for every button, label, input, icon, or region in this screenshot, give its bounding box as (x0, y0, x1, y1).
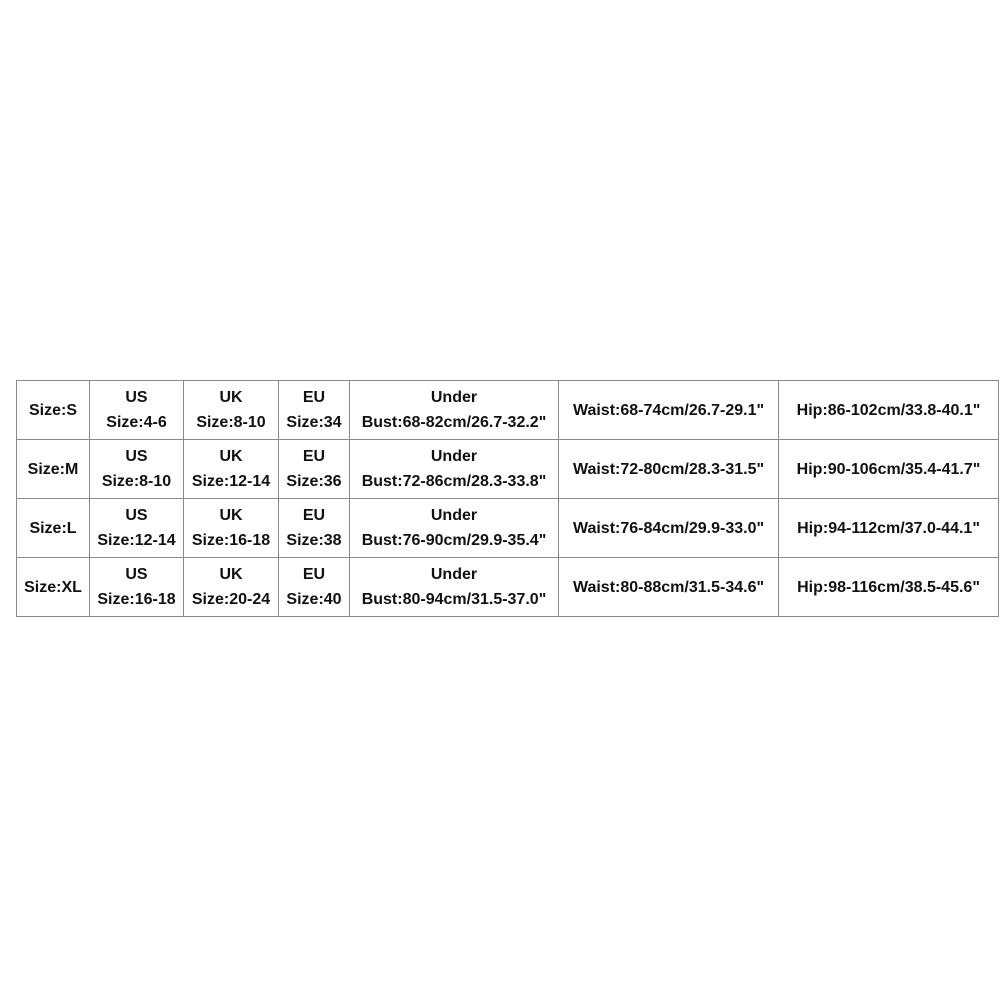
hip-cell: Hip:86-102cm/33.8-40.1" (779, 381, 999, 440)
size-cell: Size:S (17, 381, 90, 440)
under-bust-cell: Under Bust:68-82cm/26.7-32.2" (350, 381, 559, 440)
hip-cell: Hip:98-116cm/38.5-45.6" (779, 558, 999, 617)
eu-size-cell: EU Size:34 (279, 381, 350, 440)
size-cell: Size:XL (17, 558, 90, 617)
size-cell: Size:L (17, 499, 90, 558)
size-cell: Size:M (17, 440, 90, 499)
hip-cell: Hip:94-112cm/37.0-44.1" (779, 499, 999, 558)
us-size-cell: US Size:12-14 (90, 499, 184, 558)
under-bust-cell: Under Bust:72-86cm/28.3-33.8" (350, 440, 559, 499)
us-size-cell: US Size:4-6 (90, 381, 184, 440)
table-row (17, 381, 999, 440)
eu-size-cell: EU Size:36 (279, 440, 350, 499)
size-chart-table (16, 380, 999, 617)
uk-size-cell: UK Size:16-18 (184, 499, 279, 558)
hip-cell: Hip:90-106cm/35.4-41.7" (779, 440, 999, 499)
table-row (17, 440, 999, 499)
waist-cell: Waist:72-80cm/28.3-31.5" (559, 440, 779, 499)
us-size-cell: US Size:16-18 (90, 558, 184, 617)
uk-size-cell: UK Size:8-10 (184, 381, 279, 440)
waist-cell: Waist:80-88cm/31.5-34.6" (559, 558, 779, 617)
eu-size-cell: EU Size:40 (279, 558, 350, 617)
us-size-cell: US Size:8-10 (90, 440, 184, 499)
waist-cell: Waist:68-74cm/26.7-29.1" (559, 381, 779, 440)
uk-size-cell: UK Size:20-24 (184, 558, 279, 617)
eu-size-cell: EU Size:38 (279, 499, 350, 558)
under-bust-cell: Under Bust:80-94cm/31.5-37.0" (350, 558, 559, 617)
uk-size-cell: UK Size:12-14 (184, 440, 279, 499)
waist-cell: Waist:76-84cm/29.9-33.0" (559, 499, 779, 558)
under-bust-cell: Under Bust:76-90cm/29.9-35.4" (350, 499, 559, 558)
table-row (17, 499, 999, 558)
table-row (17, 558, 999, 617)
